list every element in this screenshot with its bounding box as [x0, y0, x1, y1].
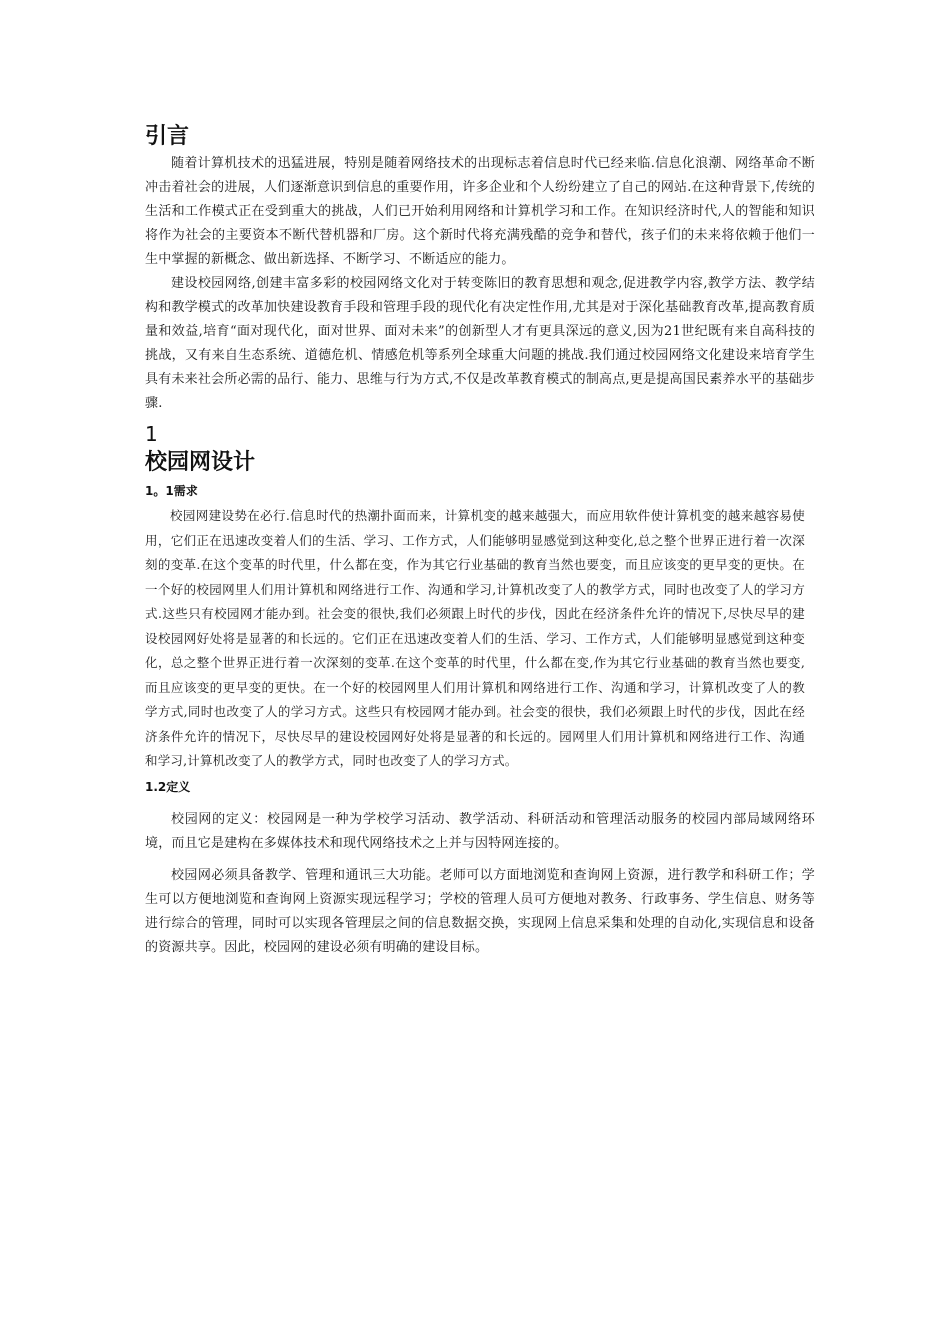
intro-heading: 引言	[145, 124, 190, 149]
intro-paragraph-2: 建设校园网络,创建丰富多彩的校园网络文化对于转变陈旧的教育思想和观念,促进教学内容,教学方法、教学结构和教学模式的改革加快建设教育手段和管理手段的现代化有决定性作用,尤其是对于深化基础教育改革,提高教育质量和效益,培育“面对现代化，面对世界、面对未来”的创新型人才有更具深远的意义,因为21世纪既有来自高科技的挑战，又有来自生态系统、道德危机、情感危机等系列全球重大问题的挑战.我们通过校园网络文化建设来培育学生具有未来社会所必需的品行、能力、思维与行为方式,不仅是改革教育模式的制高点,更是提高国民素养水平的基础步骤.	[145, 276, 815, 411]
intro-paragraph-1: 随着计算机技术的迅猛进展，特别是随着网络技术的出现标志着信息时代已经来临.信息化浪潮、网络革命不断冲击着社会的进展，人们逐渐意识到信息的重要作用，许多企业和个人纷纷建立了自己的网站.在这种背景下,传统的生活和工作模式正在受到重大的挑战，人们已开始利用网络和计算机学习和工作。在知识经济时代,人的智能和知识将作为社会的主要资本不断代替机器和厂房。这个新时代将充满残酷的竞争和替代，孩子们的未来将依赖于他们一生中掌握的新概念、做出新选择、不断学习、不断适应的能力。	[145, 156, 815, 267]
chapter-title: 校园网设计	[145, 450, 256, 475]
spacer	[145, 856, 815, 864]
definition-paragraph-1: 校园网的定义：校园网是一种为学校学习活动、教学活动、科研活动和管理活动服务的校园内部局域网络环境，而且它是建构在多媒体技术和现代网络技术之上并与因特网连接的。	[145, 811, 815, 851]
requirements-paragraph: 校园网建设势在必行.信息时代的热潮扑面而来，计算机变的越来越强大，而应用软件使计算机变的越来越容易使用，它们正在迅速改变着人们的生活、学习、工作方式，人们能够明显感觉到这种变化,总之整个世界正进行着一次深刻的变革.在这个变革的时代里，什么都在变，作为其它行业基础的教育当然也要变，而且应该变的更早变的更快。在一个好的校园网里人们用计算机和网络进行工作、沟通和学习,计算机改变了人的教学方式，同时也改变了人的学习方式.这些只有校园网才能办到。社会变的很快,我们必须跟上时代的步伐，因此在经济条件允许的情况下,尽快尽早的建设校园网好处将是显著的和长远的。它们正在迅速改变着人们的生活、学习、工作方式，人们能够明显感觉到这种变化，总之整个世界正进行着一次深刻的变革.在这个变革的时代里，什么都在变,作为其它行业基础的教育当然也要变,而且应该变的更早变的更快。在一个好的校园网里人们用计算机和网络进行工作、沟通和学习，计算机改变了人的教学方式,同时也改变了人的学习方式。这些只有校园网才能办到。社会变的很快，我们必须跟上时代的步伐，因此在经济条件允许的情况下，尽快尽早的建设校园网好处将是显著的和长远的。园网里人们用计算机和网络进行工作、沟通和学习,计算机改变了人的教学方式，同时也改变了人的学习方式。	[145, 508, 805, 768]
spacer	[145, 800, 815, 808]
chapter-number: 1	[145, 422, 158, 446]
section-heading-requirements: 1。1需求	[145, 484, 198, 498]
definition-paragraph-2: 校园网必须具备教学、管理和通讯三大功能。老师可以方面地浏览和查询网上资源，进行教学和科研工作；学生可以方便地浏览和查询网上资源实现远程学习；学校的管理人员可方便地对教务、行政事务、学生信息、财务等进行综合的管理，同时可以实现各管理层之间的信息数据交换，实现网上信息采集和处理的自动化,实现信息和设备的资源共享。因此，校园网的建设必须有明确的建设目标。	[145, 867, 815, 955]
section-heading-definition: 1.2定义	[145, 779, 191, 794]
document-content	[145, 122, 815, 960]
